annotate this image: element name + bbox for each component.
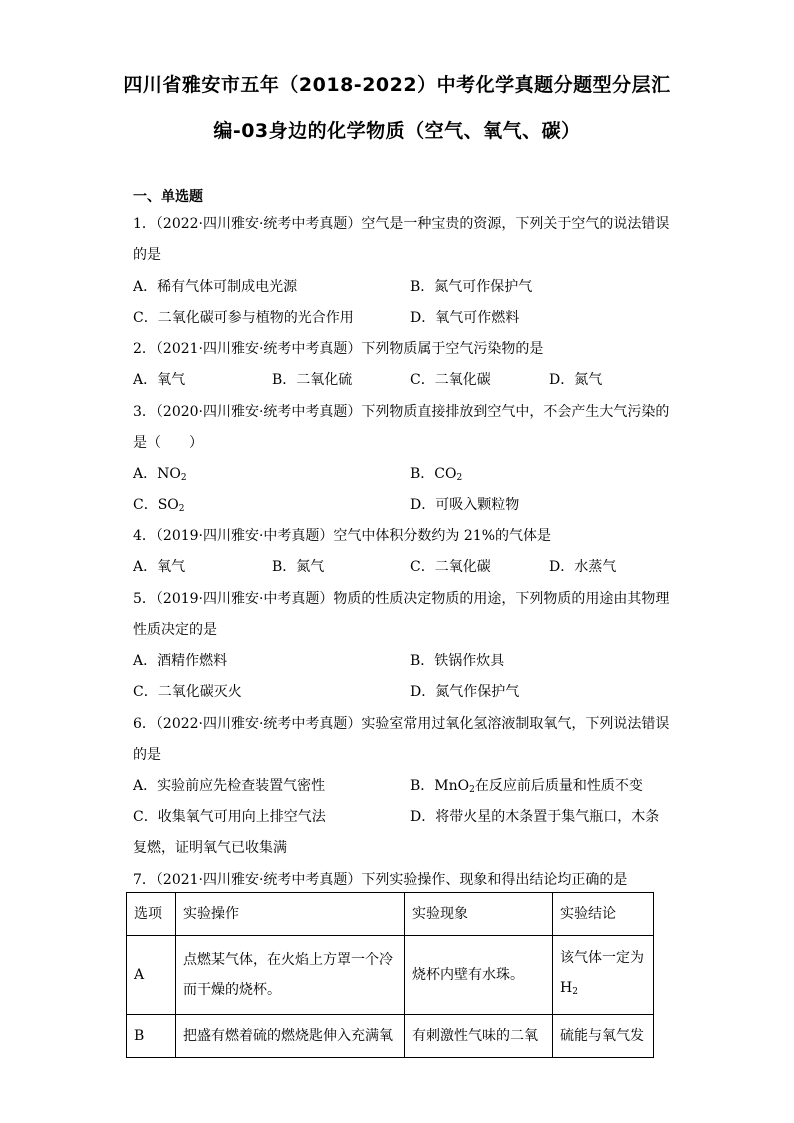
q1-option-a: A．稀有气体可制成电光源 [133,279,298,295]
question-4-stem: 4．（2019·四川雅安·中考真题）空气中体积分数约为 21%的气体是 [133,528,552,544]
q6-option-b: B．MnO$_2$在反应前后质量和性质不变 [410,778,643,795]
table-cell: 该气体一定为 $H_2$ [553,936,654,1015]
table-header: 实验结论 [553,893,654,936]
question-3-stem-cont: 是（ ） [133,435,203,451]
q3-option-b: B．$CO_2$ [410,466,463,483]
table-header-row [127,893,654,936]
q5-option-d: D．氮气作保护气 [410,684,520,700]
q6-option-a: A．实验前应先检查装置气密性 [133,778,326,794]
q1-option-c: C．二氧化碳可参与植物的光合作用 [133,310,354,326]
q6-option-d-cont: 复燃，证明氧气已收集满 [133,840,287,856]
q6-option-d: D．将带火星的木条置于集气瓶口，木条 [410,809,660,825]
table-cell: A [127,936,176,1015]
q4-option-c: C．二氧化碳 [410,559,491,575]
document-title-line-1: 四川省雅安市五年（2018-2022）中考化学真题分题型分层汇 [123,74,671,96]
question-5-stem: 5．（2019·四川雅安·中考真题）物质的性质决定物质的用途，下列物质的用途由其物理 [133,591,670,607]
table-cell: 把盛有燃着硫的燃烧匙伸入充满氧 [176,1015,405,1058]
q5-option-c: C．二氧化碳灭火 [133,684,242,700]
question-6-stem-cont: 的是 [133,747,161,763]
q3-option-a: A．$NO_2$ [133,466,187,483]
question-5-stem-cont: 性质决定的是 [133,622,217,638]
question-7-stem: 7．（2021·四川雅安·统考中考真题）下列实验操作、现象和得出结论均正确的是 [133,872,628,888]
q1-option-d: D．氧气可作燃料 [410,310,520,326]
q5-option-a: A．酒精作燃料 [133,653,228,669]
table-header: 选项 [127,893,176,936]
table-row [127,936,654,1015]
table-cell: 点燃某气体，在火焰上方罩一个冷 而干燥的烧杯。 [176,936,405,1015]
experiment-table [126,892,654,1058]
q3-option-c: C．$SO_2$ [133,497,185,514]
table-cell: 硫能与氧气发 [553,1015,654,1058]
section-heading: 一、单选题 [133,189,203,205]
q2-option-b: B．二氧化硫 [272,372,353,388]
question-1-stem-cont: 的是 [133,247,161,263]
question-2-stem: 2．（2021·四川雅安·统考中考真题）下列物质属于空气污染物的是 [133,341,544,357]
q1-option-b: B．氮气可作保护气 [410,279,533,295]
table-header: 实验操作 [176,893,405,936]
table-header: 实验现象 [405,893,553,936]
q4-option-b: B．氮气 [272,559,325,575]
table-cell: 有刺激性气味的二氧 [405,1015,553,1058]
q4-option-a: A．氧气 [133,559,186,575]
question-6-stem: 6．（2022·四川雅安·统考中考真题）实验室常用过氧化氢溶液制取氧气，下列说法错误 [133,716,670,732]
q2-option-c: C．二氧化碳 [410,372,491,388]
document-title-line-2: 编-03身边的化学物质（空气、氧气、碳） [213,120,581,142]
q2-option-a: A．氧气 [133,372,186,388]
q3-option-d: D．可吸入颗粒物 [410,497,520,513]
q6-option-c: C．收集氧气可用向上排空气法 [133,809,326,825]
q2-option-d: D．氮气 [549,372,603,388]
table-row [127,1015,654,1058]
table-cell: B [127,1015,176,1058]
q5-option-b: B．铁锅作炊具 [410,653,505,669]
question-3-stem: 3．（2020·四川雅安·统考中考真题）下列物质直接排放到空气中，不会产生大气污染的 [133,404,670,420]
q4-option-d: D．水蒸气 [549,559,617,575]
table-cell: 烧杯内壁有水珠。 [405,936,553,1015]
question-1-stem: 1．（2022·四川雅安·统考中考真题）空气是一种宝贵的资源，下列关于空气的说法错误 [133,216,670,232]
